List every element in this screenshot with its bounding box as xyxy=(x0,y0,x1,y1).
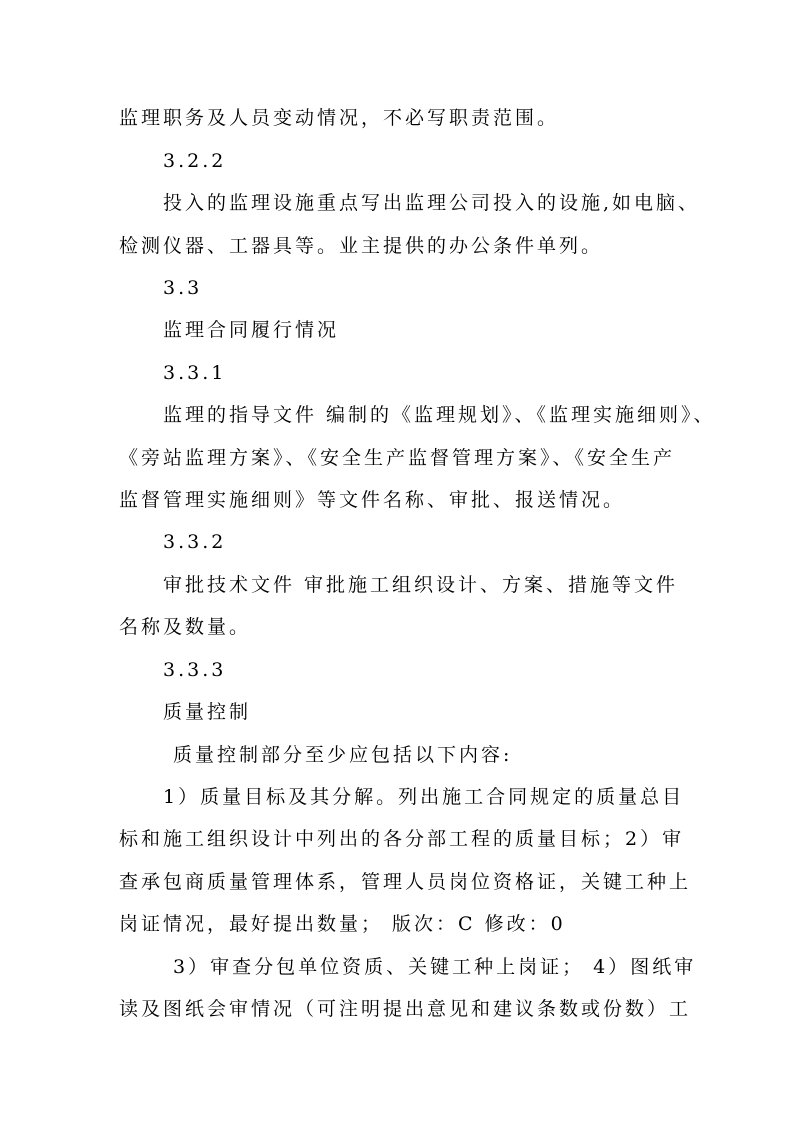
section-number: 3.3.1 xyxy=(163,362,227,384)
section-number: 3.3.2 xyxy=(163,531,227,553)
section-heading: 监理合同履行情况 xyxy=(163,319,340,341)
text-line: 读及图纸会审情况（可注明提出意见和建议条数或份数）工 xyxy=(119,998,692,1020)
text-line: 监督管理实施细则》等文件名称、审批、报送情况。 xyxy=(119,489,626,511)
text-line: 质量控制部分至少应包括以下内容: xyxy=(173,744,513,766)
text-line: 监理的指导文件 编制的《监理规划》、《监理实施细则》、 xyxy=(163,404,716,426)
section-heading: 质量控制 xyxy=(163,701,252,723)
text-line: 检测仪器、工器具等。业主提供的办公条件单列。 xyxy=(119,235,604,257)
text-line: 监理职务及人员变动情况，不必写职责范围。 xyxy=(119,107,560,129)
text-line: 投入的监理设施重点写出监理公司投入的设施,如电脑、 xyxy=(163,192,701,214)
text-line: 名称及数量。 xyxy=(119,616,252,638)
text-line: 岗证情况，最好提出数量； 版次：C 修改：0 xyxy=(119,913,566,935)
section-number: 3.2.2 xyxy=(163,150,227,172)
text-line: 标和施工组织设计中列出的各分部工程的质量目标；2）审 xyxy=(119,828,685,850)
text-line: 查承包商质量管理体系，管理人员岗位资格证，关键工种上 xyxy=(119,871,692,893)
text-line: 1）质量目标及其分解。列出施工合同规定的质量总目 xyxy=(163,786,685,808)
section-number: 3.3.3 xyxy=(163,659,227,681)
text-line: 审批技术文件 审批施工组织设计、方案、措施等文件 xyxy=(163,574,679,596)
text-line: 《旁站监理方案》、《安全生产监督管理方案》、《安全生产 xyxy=(119,447,676,469)
text-line: 3）审查分包单位资质、关键工种上岗证； 4）图纸审 xyxy=(173,956,697,978)
section-number: 3.3 xyxy=(163,277,203,299)
